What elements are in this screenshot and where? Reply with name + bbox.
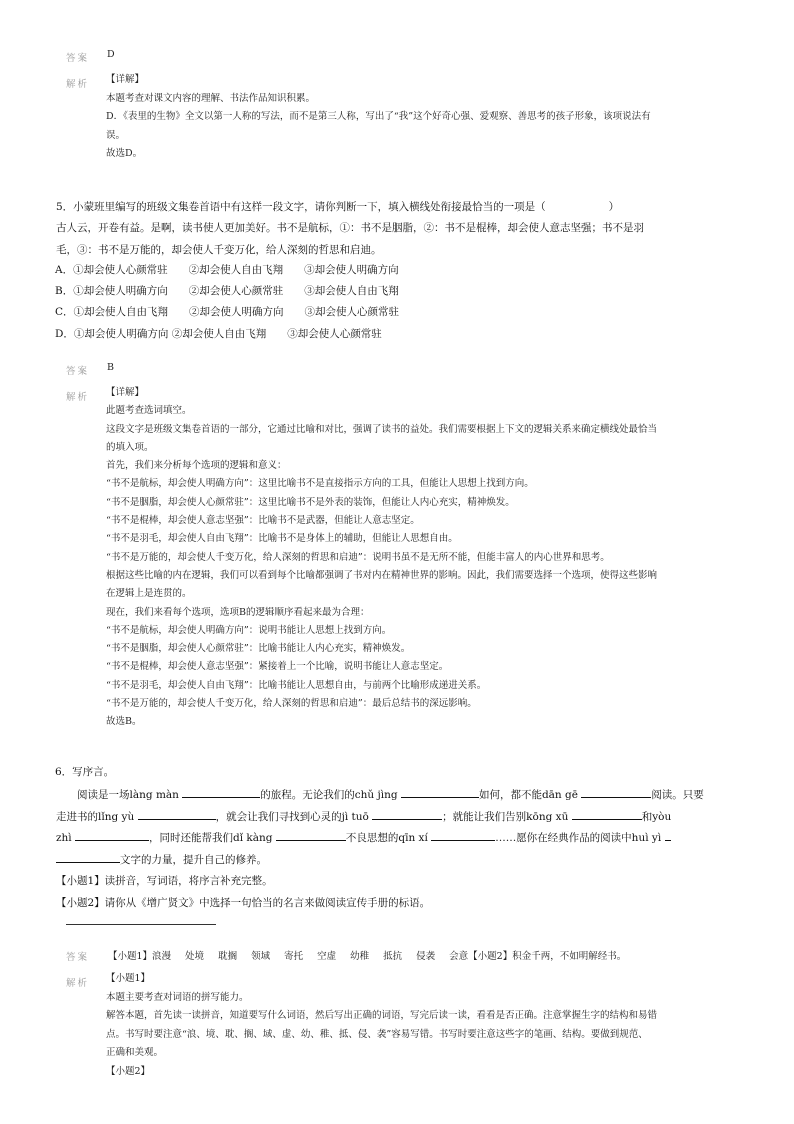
fill-blank[interactable] xyxy=(276,828,346,841)
sub-question-2: 【小题2】请你从《增广贤文》中选择一句恰当的名言来做阅读宣传手册的标语。 xyxy=(56,896,431,909)
options-list xyxy=(55,260,399,345)
option-a: A．①却会使人心颜常驻 ②却会使人自由飞翔 ③却会使人明确方向 xyxy=(55,264,399,276)
fill-blank[interactable] xyxy=(182,785,260,798)
analysis-text: 【详解】 此题考查选词填空。 这段文字是班级文集卷首语的一部分，它通过比喻和对比，强调了读书的益处。我们需要根据上下文的逻辑关系来确定横线处最恰当 的填入项。 首先，我们来分析每个选项的逻辑和意义： “书不是航标，却会使人明确方向”：这里比喻书不是直接指示方向的工具，但能让人思想上找到方向。 “书不是胭脂，却会使人心颜常驻”：这里比喻书不是外表的装饰，但能让人内心充实，精神焕发。 “书不是棍棒，却会使人意志坚强”：比喻书不是武器，但能让人意志坚定。 “书不是羽毛，却会使人自由飞翔”：比喻书不是身体上的辅助，但能让人思想自由。 “书不是万能的，却会使人千变万化，给人深刻的哲思和启迪”：说明书虽不是无所不能，但能丰富人的内心世界和思考。 根据这些比喻的内在逻辑，我们可以看到每个比喻都强调了书对内在精神世界的影响。因此，我们需要选择一个选项，使得这些影响 在逻辑上是连贯的。 现在，我们来看每个选项，选项B的逻辑顺序看起来最为合理： “书不是航标，却会使人明确方向”：说明书能让人思想上找到方向。 “书不是胭脂，却会使人心颜常驻”：比喻书能让人内心充实，精神焕发。 “书不是棍棒，却会使人意志坚强”：紧接着上一个比喻，说明书能让人意志坚定。 “书不是羽毛，却会使人自由飞翔”：比喻书能让人思想自由，与前两个比喻形成递进关系。 “书不是万能的，却会使人千变万化，给人深刻的哲思和启迪”：最后总结书的深远影响。 故选B。 xyxy=(106,387,658,728)
fill-blank[interactable] xyxy=(56,850,120,863)
analysis-label: 解析 xyxy=(66,978,90,989)
option-c: C．①却会使人自由飞翔 ②却会使人明确方向 ③却会使人心颜常驻 xyxy=(55,306,400,319)
fill-blank[interactable] xyxy=(401,785,479,798)
passage-line: 文字的力量，提升自己的修养。 xyxy=(56,850,704,872)
fill-blank[interactable] xyxy=(372,807,442,820)
answer-line[interactable] xyxy=(66,924,216,925)
answer-value: B xyxy=(107,362,114,373)
analysis-text: 【小题1】 本题主要考查对词语的拼写能力。 解答本题，首先读一读拼音，知道要写什么词语，然后写出正确的词语，写完后读一读，看看是否正确。注意掌握生字的结构和易错 点。书写时要注意“浪、境、耽、搁、域、虚、幼、稚、抵、侵、袭”容易写错。书写时要注意这些字的笔画、结构。要做到规范、 正确和美观。 【小题2】 xyxy=(106,973,658,1077)
analysis-label: 解析 xyxy=(66,79,90,90)
fill-blank[interactable] xyxy=(431,828,495,841)
fill-blank[interactable] xyxy=(75,828,149,841)
answer-value: 【小题1】浪漫 处境 耽搁 领域 寄托 空虚 幼稚 抵抗 侵袭 会意【小题2】积金千两，不如明解经书。 xyxy=(108,951,627,962)
analysis-label: 解析 xyxy=(66,392,90,403)
answer-label: 答案 xyxy=(66,366,90,377)
sub-question-1: 【小题1】读拼音，写词语，将序言补充完整。 xyxy=(56,875,273,887)
passage-line: 走进书的lǐng yù ，就会让我们寻找到心灵的jì tuō ；就能让我们告别kōng xū 和yòu xyxy=(56,807,704,829)
option-b: B．①却会使人明确方向 ②却会使人心颜常驻 ③却会使人自由飞翔 xyxy=(55,285,399,298)
answer-label: 答案 xyxy=(66,53,90,64)
fill-blank[interactable] xyxy=(572,807,642,820)
option-d: D．①却会使人明确方向 ②却会使人自由飞翔 ③却会使人心颜常驻 xyxy=(55,327,382,340)
passage-line: 阅读是一场làng màn 的旅程。无论我们的chǔ jìng 如何，都不能dān gē 阅读。只要 xyxy=(56,785,704,807)
fill-blank[interactable] xyxy=(138,807,216,820)
preface-passage xyxy=(56,785,704,914)
question-title: 6．写序言。 xyxy=(55,766,115,778)
fill-blank[interactable] xyxy=(665,828,671,841)
question-stem: 5．小蒙班里编写的班级文集卷首语中有这样一段文字，请你判断一下，填入横线处衔接最恰当的一项是（ ） 古人云，开卷有益。是啊，读书使人更加美好。书不是航标，①：书不是胭脂，②：书不是棍棒，却会使人意志坚强；书不是羽 毛，③：书不是万能的，却会使人千变万化，给人深刻的哲思和启迪。 xyxy=(56,201,644,256)
answer-value: D xyxy=(107,49,115,60)
passage-line: zhì ，同时还能帮我们dǐ kàng 不良思想的qīn xí ……愿你在经典作品的阅读中huì yì xyxy=(56,828,704,850)
answer-label: 答案 xyxy=(66,952,90,963)
analysis-text: 【详解】 本题考查对课文内容的理解、书法作品知识积累。 D．《表里的生物》全文以第一人称的写法，而不是第三人称，写出了“我”这个好奇心强、爱观察、善思考的孩子形象，该项说法有 误。 故选D。 xyxy=(106,74,651,160)
fill-blank[interactable] xyxy=(581,785,651,798)
